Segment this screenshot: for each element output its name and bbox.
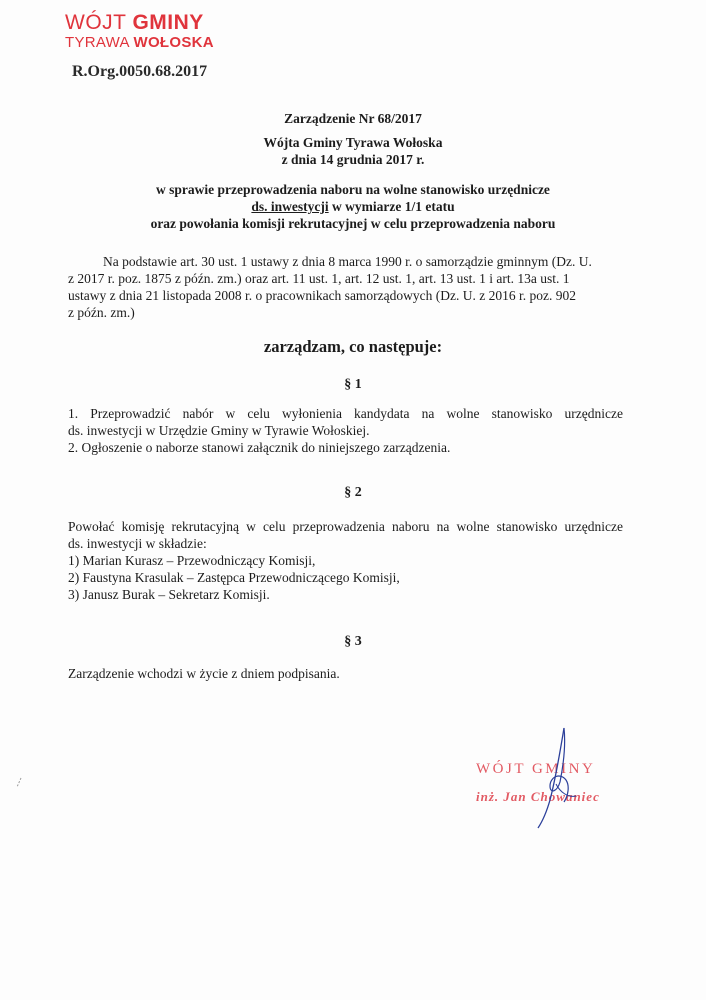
section-line: 1. Przeprowadzić nabór w celu wyłonienia kandydata na wolne stanowisko urzędnicze: [68, 406, 623, 421]
reference-number: R.Org.0050.68.2017: [72, 63, 208, 80]
legal-basis: [68, 253, 623, 321]
subject-line-2: [0, 199, 706, 215]
handwritten-signature: [520, 722, 600, 832]
signature-stamp-name: inż. Jan Chowaniec: [476, 789, 600, 804]
document-title: Zarządzenie Nr 68/2017: [284, 111, 422, 126]
stamp-word-wojt: WÓJT: [65, 11, 127, 34]
section-1-body: [68, 405, 623, 456]
section-line: Zarządzenie wchodzi w życie z dniem podpisania.: [68, 666, 340, 681]
stamp-word-gminy: GMINY: [132, 11, 204, 34]
section-line: ds. inwestycji w składzie:: [68, 536, 207, 551]
scan-speck: [14, 776, 24, 790]
subject-line-3: oraz powołania komisji rekrutacyjnej w celu przeprowadzenia naboru: [150, 216, 556, 231]
stamp-word-tyrawa: TYRAWA: [65, 34, 130, 51]
legal-basis-line: z późn. zm.): [68, 305, 135, 320]
legal-basis-line: Na podstawie art. 30 ust. 1 ustawy z dnia 8 marca 1990 r. o samorządzie gminnym (Dz. U.: [103, 254, 592, 269]
subject-position: ds. inwestycji: [251, 199, 329, 214]
committee-member: 2) Faustyna Krasulak – Zastępca Przewodniczącego Komisji,: [68, 570, 400, 585]
section-line: 2. Ogłoszenie o naborze stanowi załącznik do niniejszego zarządzenia.: [68, 440, 451, 455]
section-1-label: § 1: [344, 377, 362, 392]
decree-phrase: zarządzam, co następuje:: [263, 337, 443, 356]
signature-stamp-title: WÓJT GMINY: [476, 761, 596, 777]
legal-basis-line: z 2017 r. poz. 1875 z późn. zm.) oraz art. 11 ust. 1, art. 12 ust. 1, art. 13 ust. 1 i art. 13a ust. 1: [68, 271, 570, 286]
subject-line-1: w sprawie przeprowadzenia naboru na wolne stanowisko urzędnicze: [156, 182, 550, 197]
section-3-body: [68, 665, 623, 682]
section-2-label: § 2: [344, 485, 362, 500]
stamp-word-woloska: WOŁOSKA: [133, 34, 214, 51]
section-line: Powołać komisję rekrutacyjną w celu przeprowadzenia naboru na wolne stanowisko urzędnicze: [68, 519, 623, 534]
legal-basis-line: ustawy z dnia 21 listopada 2008 r. o pracownikach samorządowych (Dz. U. z 2016 r. poz. 902: [68, 288, 576, 303]
document-issuer: Wójta Gminy Tyrawa Wołoska: [263, 135, 443, 150]
section-2-body: [68, 518, 623, 603]
office-stamp: [65, 12, 214, 52]
committee-member: 1) Marian Kurasz – Przewodniczący Komisji,: [68, 553, 316, 568]
section-3-label: § 3: [344, 634, 362, 649]
subject-scope: w wymiarze 1/1 etatu: [328, 199, 455, 214]
document-date: z dnia 14 grudnia 2017 r.: [281, 152, 425, 167]
committee-member: 3) Janusz Burak – Sekretarz Komisji.: [68, 587, 270, 602]
section-line: ds. inwestycji w Urzędzie Gminy w Tyrawie Wołoskiej.: [68, 423, 370, 438]
